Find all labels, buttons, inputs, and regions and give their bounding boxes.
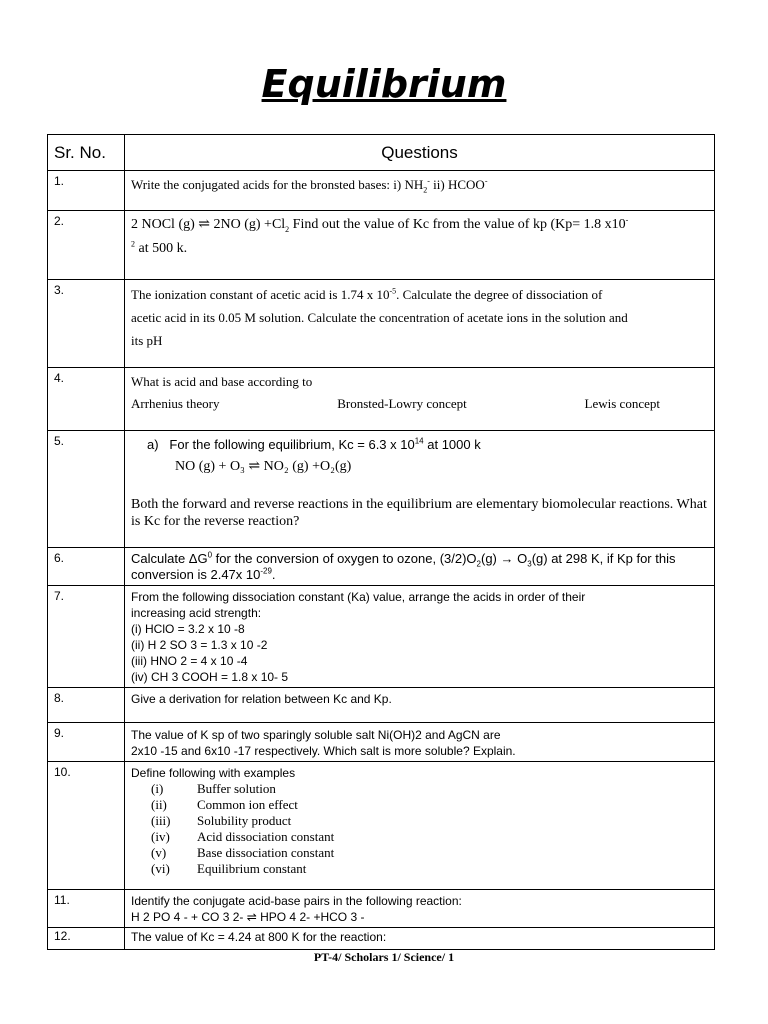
question-10-intro: Define following with examples [131, 766, 296, 780]
questions-table [47, 134, 715, 950]
table-row [48, 762, 715, 890]
question-11-line: Identify the conjugate acid-base pairs in the following reaction: [131, 894, 462, 908]
question-text [125, 890, 715, 928]
question-text [125, 762, 715, 890]
list-item-number: (vi) [151, 861, 170, 876]
table-row [48, 368, 715, 431]
concept-arrhenius: Arrhenius theory [131, 396, 220, 411]
list-item [151, 781, 708, 797]
question-6-line2: conversion is 2.47x 10 [131, 567, 261, 582]
question-text [125, 723, 715, 762]
question-6-part: Calculate ΔG [131, 551, 208, 566]
question-number: 8. [48, 688, 125, 723]
questions-header: Questions [125, 135, 715, 171]
question-7-line: (iv) CH 3 COOH = 1.8 x 10- 5 [131, 670, 289, 684]
question-2-part2: Find out the value of Kc from the value of kp (Kp= 1.8 x10 [289, 217, 626, 232]
question-11-line: H 2 PO 4 - + CO 3 2- ⇌ HPO 4 2- +HCO 3 - [131, 910, 365, 924]
table-row [48, 280, 715, 368]
table-row [48, 723, 715, 762]
question-4-line1: What is acid and base according to [131, 374, 313, 389]
question-3-line1: The ionization constant of acetic acid is 1.74 x 10 [131, 287, 390, 302]
question-number: 12. [48, 928, 125, 950]
list-item [151, 861, 708, 877]
page-title: Equilibrium [261, 62, 507, 106]
question-number: 4. [48, 368, 125, 431]
page-footer: PT-4/ Scholars 1/ Science/ 1 [313, 950, 455, 964]
question-6-end: . [271, 567, 276, 582]
table-header-row [48, 135, 715, 171]
concept-list [131, 393, 708, 415]
question-text [125, 171, 715, 211]
question-number: 5. [48, 431, 125, 548]
question-text [125, 280, 715, 368]
question-number: 10. [48, 762, 125, 890]
list-item-label: Base dissociation constant [197, 845, 335, 860]
table-row [48, 586, 715, 688]
question-text [125, 586, 715, 688]
table-row [48, 431, 715, 548]
question-6-sub2: 3 [527, 559, 532, 569]
question-number: 3. [48, 280, 125, 368]
list-item-label: Acid dissociation constant [197, 829, 335, 844]
question-3-sup: -5 [389, 286, 397, 296]
question-number: 1. [48, 171, 125, 211]
question-1-part2: ii) HCOO [433, 177, 485, 192]
table-row [48, 928, 715, 950]
question-2-sup-line2: 2 [131, 239, 135, 249]
table-row [48, 688, 715, 723]
question-6-sup2: -29 [260, 566, 272, 576]
question-6-part4: (g) at 298 K, if Kp for this [531, 551, 676, 566]
question-3-line2: acetic acid in its 0.05 M solution. Calculate the concentration of acetate ions in the solution and [131, 310, 628, 325]
list-item-label: Solubility product [197, 813, 292, 828]
question-1-sub: 2 [423, 185, 428, 195]
question-7-line: (iii) HNO 2 = 4 x 10 -4 [131, 654, 248, 668]
concept-bronsted-lowry: Bronsted-Lowry concept [337, 396, 467, 411]
question-6-part3: (g) → O [481, 551, 528, 566]
question-number: 9. [48, 723, 125, 762]
list-item [151, 845, 708, 861]
question-9-line: The value of K sp of two sparingly soluble salt Ni(OH)2 and AgCN are [131, 728, 501, 742]
question-6-sup: 0 [207, 550, 213, 560]
definition-list [131, 781, 708, 877]
sr-no-header: Sr. No. [48, 135, 125, 171]
question-5-a-label: a) [147, 437, 159, 452]
table-row [48, 548, 715, 586]
question-5-a-text: For the following equilibrium, Kc = 6.3 x 10 [169, 437, 415, 452]
question-6-part2: for the conversion of oxygen to ozone, (3/2)O [212, 551, 477, 566]
question-5-a-sup: 14 [414, 436, 424, 446]
question-number: 11. [48, 890, 125, 928]
question-2-part3: at 500 k. [135, 241, 188, 256]
question-text: Give a derivation for relation between Kc and Kp. [125, 688, 715, 723]
question-7-line: increasing acid strength: [131, 606, 262, 620]
list-item-number: (iv) [151, 829, 170, 844]
question-number: 6. [48, 548, 125, 586]
question-text [125, 431, 715, 548]
list-item-label: Equilibrium constant [197, 861, 307, 876]
list-item-number: (ii) [151, 797, 167, 812]
question-7-line: (ii) H 2 SO 3 = 1.3 x 10 -2 [131, 638, 268, 652]
question-2-sup: - [625, 215, 629, 225]
list-item-number: (iii) [151, 813, 171, 828]
list-item-number: (v) [151, 845, 167, 860]
list-item [151, 813, 708, 829]
question-text [125, 548, 715, 586]
question-5-paragraph: Both the forward and reverse reactions in the equilibrium are elementary biomolecular reactions. What is Kc for the reverse reaction? [131, 497, 707, 529]
question-text [125, 368, 715, 431]
question-text [125, 211, 715, 280]
question-5-equation: NO (g) + O₃ ⇌ NO₂ (g) +O₂(g) [175, 459, 352, 474]
table-row [48, 211, 715, 280]
question-7-line: From the following dissociation constant (Ka) value, arrange the acids in order of their [131, 590, 586, 604]
list-item [151, 829, 708, 845]
question-3-line1b: . Calculate the degree of dissociation of [396, 287, 603, 302]
question-number: 2. [48, 211, 125, 280]
question-1-part: Write the conjugated acids for the bronsted bases: i) NH [131, 177, 424, 192]
list-item-number: (i) [151, 781, 164, 796]
question-3-line3: its pH [131, 333, 163, 348]
table-row [48, 890, 715, 928]
question-2-sub: 2 [285, 224, 290, 234]
question-9-line: 2x10 -15 and 6x10 -17 respectively. Which salt is more soluble? Explain. [131, 744, 516, 758]
question-1-sup: - [427, 176, 430, 186]
table-row [48, 171, 715, 211]
question-7-line: (i) HClO = 3.2 x 10 -8 [131, 622, 245, 636]
question-5-part-a [131, 434, 708, 456]
question-1-sup2: - [484, 176, 488, 186]
list-item [151, 797, 708, 813]
question-2-part: 2 NOCl (g) ⇌ 2NO (g) +Cl [131, 217, 286, 232]
concept-lewis: Lewis concept [584, 396, 660, 411]
question-5-a-text2: at 1000 k [423, 437, 481, 452]
list-item-label: Buffer solution [197, 781, 276, 796]
question-number: 7. [48, 586, 125, 688]
list-item-label: Common ion effect [197, 797, 298, 812]
question-6-sub: 2 [476, 559, 481, 569]
question-text: The value of Kc = 4.24 at 800 K for the reaction: [125, 928, 715, 950]
